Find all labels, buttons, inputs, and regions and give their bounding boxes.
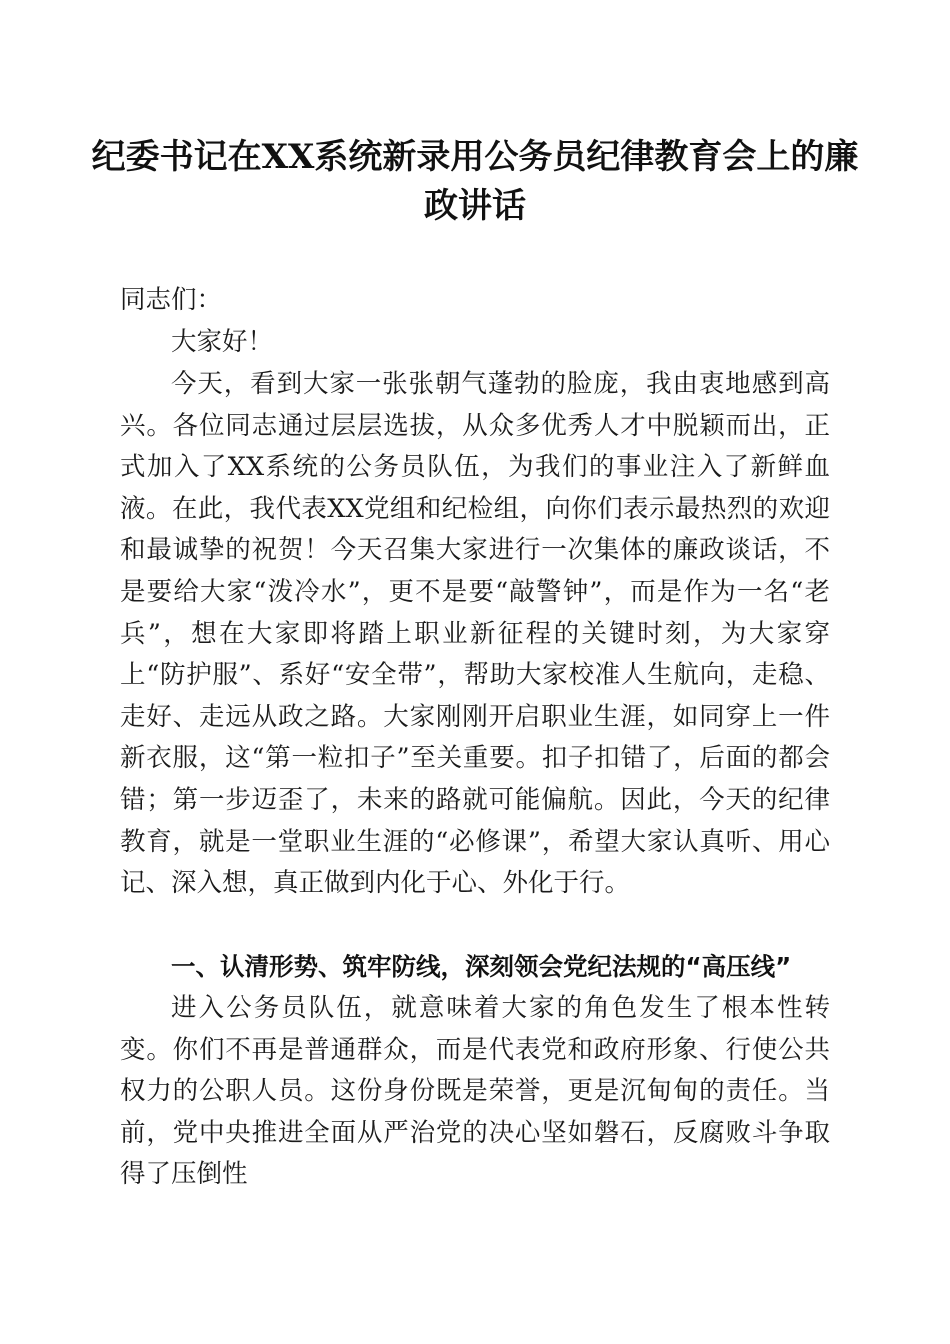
section-heading: 一、认清形势、筑牢防线，深刻领会党纪法规的“高压线” bbox=[171, 952, 792, 981]
salutation: 同志们： bbox=[120, 285, 223, 315]
document-title: 纪委书记在XX系统新录用公务员纪律教育会上的廉政讲话 bbox=[91, 137, 859, 226]
greeting: 大家好！ bbox=[171, 327, 274, 357]
intro-paragraph: 今天，看到大家一张张朝气蓬勃的脸庞，我由衷地感到高兴。各位同志通过层层选拔，从众多优秀人才中脱颖而出，正式加入了XX系统的公务员队伍，为我们的事业注入了新鲜血液。在此，我代表XX党组和纪检组，向你们表示最热烈的欢迎和最诚挚的祝贺！今天召集大家进行一次集体的廉政谈话，不是要给大家“泼冷水”，更不是要“敲警钟”，而是作为一名“老兵”，想在大家即将踏上职业新征程的关键时刻，为大家穿上“防护服”、系好“安全带”，帮助大家校准人生航向，走稳、走好、走远从政之路。大家刚刚开启职业生涯，如同穿上一件新衣服，这“第一粒扣子”至关重要。扣子扣错了，后面的都会错；第一步迈歪了，未来的路就可能偏航。因此，今天的纪律教育，就是一堂职业生涯的“必修课”，希望大家认真听、用心记、深入想，真正做到内化于心、外化于行。 bbox=[120, 369, 830, 899]
section-paragraph: 进入公务员队伍，就意味着大家的角色发生了根本性转变。你们不再是普通群众，而是代表党和政府形象、行使公共权力的公职人员。这份身份既是荣誉，更是沉甸甸的责任。当前，党中央推进全面从严治党的决心坚如磐石，反腐败斗争取得了压倒性 bbox=[120, 993, 830, 1190]
